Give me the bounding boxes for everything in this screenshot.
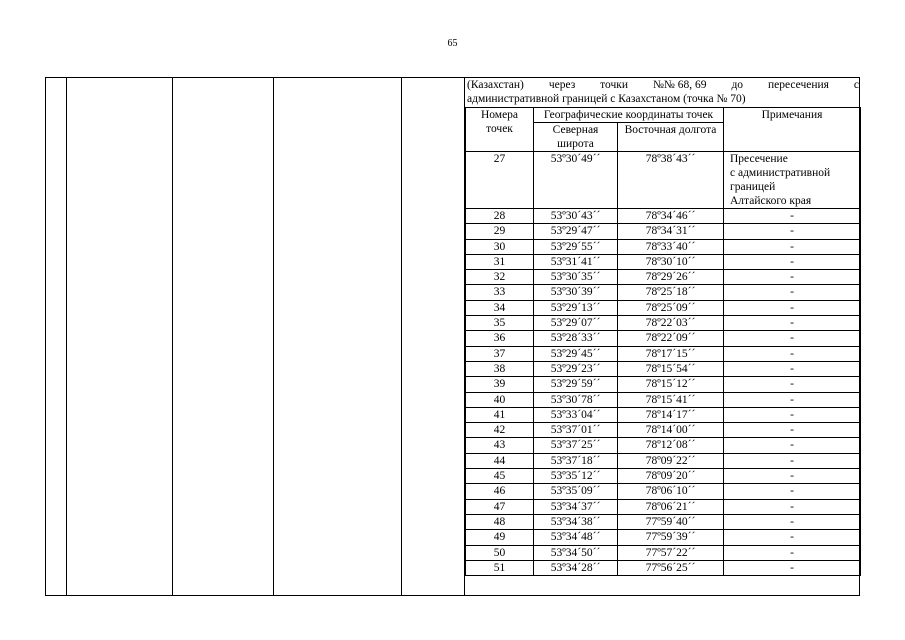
column-divider — [172, 77, 173, 596]
table-row — [466, 331, 861, 346]
point-number: 39 — [466, 377, 534, 392]
frame-bottom-line — [45, 595, 860, 596]
longitude-value: 78º14´00´´ — [618, 423, 724, 438]
note-value: - — [724, 453, 861, 468]
table-row — [466, 209, 861, 224]
latitude-value: 53º30´78´´ — [534, 392, 618, 407]
point-number: 32 — [466, 270, 534, 285]
latitude-value: 53º30´39´´ — [534, 285, 618, 300]
longitude-value: 78º33´40´´ — [618, 239, 724, 254]
point-number: 40 — [466, 392, 534, 407]
latitude-value: 53º28´33´´ — [534, 331, 618, 346]
note-value: - — [724, 239, 861, 254]
table-row — [466, 560, 861, 575]
note-value: - — [724, 438, 861, 453]
point-number: 43 — [466, 438, 534, 453]
column-divider — [45, 77, 46, 596]
column-divider — [401, 77, 402, 596]
point-number: 38 — [466, 361, 534, 376]
longitude-value: 78º22´09´´ — [618, 331, 724, 346]
table-row — [466, 224, 861, 239]
description-line-1 — [467, 78, 859, 92]
latitude-value: 53º30´49´´ — [534, 152, 618, 209]
point-number: 29 — [466, 224, 534, 239]
note-line: с административной — [730, 167, 831, 179]
table-row — [466, 346, 861, 361]
note-value: - — [724, 423, 861, 438]
table-row — [466, 152, 861, 209]
latitude-value: 53º30´43´´ — [534, 209, 618, 224]
note-value: - — [724, 469, 861, 484]
note-value — [724, 152, 861, 209]
longitude-value: 78º34´46´´ — [618, 209, 724, 224]
table-row — [466, 316, 861, 331]
longitude-value: 78º38´43´´ — [618, 152, 724, 209]
point-number: 46 — [466, 484, 534, 499]
latitude-value: 53º34´37´´ — [534, 499, 618, 514]
point-number: 30 — [466, 239, 534, 254]
longitude-value: 78º15´41´´ — [618, 392, 724, 407]
latitude-value: 53º31´41´´ — [534, 254, 618, 269]
description-word: до — [731, 79, 744, 91]
point-number: 34 — [466, 300, 534, 315]
table-row — [466, 423, 861, 438]
header-point-numbers: Номера точек — [466, 108, 534, 152]
note-value: - — [724, 316, 861, 331]
note-value: - — [724, 209, 861, 224]
longitude-value: 78º09´22´´ — [618, 453, 724, 468]
longitude-value: 78º34´31´´ — [618, 224, 724, 239]
latitude-value: 53º37´01´´ — [534, 423, 618, 438]
latitude-value: 53º35´09´´ — [534, 484, 618, 499]
longitude-value: 78º25´09´´ — [618, 300, 724, 315]
table-row — [466, 392, 861, 407]
latitude-value: 53º37´18´´ — [534, 453, 618, 468]
point-number: 48 — [466, 514, 534, 529]
note-value: - — [724, 530, 861, 545]
latitude-value: 53º34´48´´ — [534, 530, 618, 545]
latitude-value: 53º29´59´´ — [534, 377, 618, 392]
point-number: 37 — [466, 346, 534, 361]
note-value: - — [724, 331, 861, 346]
description-line-2: административной границей с Казахстаном (точка № 70) — [467, 93, 746, 105]
longitude-value: 78º29´26´´ — [618, 270, 724, 285]
note-value: - — [724, 224, 861, 239]
table-row — [466, 270, 861, 285]
header-notes: Примечания — [724, 108, 861, 152]
point-number: 31 — [466, 254, 534, 269]
table-row — [466, 484, 861, 499]
description-word: пересечения — [767, 79, 829, 91]
page-number: 65 — [447, 38, 458, 49]
note-value: - — [724, 484, 861, 499]
table-row — [466, 530, 861, 545]
coordinates-table — [465, 107, 861, 576]
longitude-value: 78º09´20´´ — [618, 469, 724, 484]
point-number: 28 — [466, 209, 534, 224]
table-row — [466, 407, 861, 422]
longitude-value: 78º30´10´´ — [618, 254, 724, 269]
table-row — [466, 361, 861, 376]
description-word: точки — [600, 79, 629, 91]
point-number: 47 — [466, 499, 534, 514]
latitude-value: 53º30´35´´ — [534, 270, 618, 285]
table-row — [466, 514, 861, 529]
description-word: (Казахстан) — [467, 79, 524, 91]
point-number: 44 — [466, 453, 534, 468]
point-number: 45 — [466, 469, 534, 484]
table-header-row — [466, 108, 861, 123]
point-number: 27 — [466, 152, 534, 209]
latitude-value: 53º35´12´´ — [534, 469, 618, 484]
longitude-value: 78º22´03´´ — [618, 316, 724, 331]
longitude-value: 77º57´22´´ — [618, 545, 724, 560]
latitude-value: 53º34´28´´ — [534, 560, 618, 575]
note-value: - — [724, 560, 861, 575]
longitude-value: 78º12´08´´ — [618, 438, 724, 453]
point-number: 41 — [466, 407, 534, 422]
note-value: - — [724, 285, 861, 300]
column-divider — [273, 77, 274, 596]
note-line: границей — [730, 181, 776, 193]
table-row — [466, 438, 861, 453]
longitude-value: 77º59´40´´ — [618, 514, 724, 529]
table-row — [466, 254, 861, 269]
latitude-value: 53º29´55´´ — [534, 239, 618, 254]
point-number: 51 — [466, 560, 534, 575]
table-row — [466, 469, 861, 484]
note-value: - — [724, 270, 861, 285]
description-word: через — [548, 79, 576, 91]
column-divider — [66, 77, 67, 596]
table-row — [466, 499, 861, 514]
description-text — [467, 78, 859, 106]
note-value: - — [724, 545, 861, 560]
longitude-value: 78º06´21´´ — [618, 499, 724, 514]
header-latitude: Северная широта — [534, 123, 618, 152]
note-line: Алтайского края — [730, 195, 812, 207]
latitude-value: 53º34´38´´ — [534, 514, 618, 529]
longitude-value: 78º14´17´´ — [618, 407, 724, 422]
latitude-value: 53º29´47´´ — [534, 224, 618, 239]
latitude-value: 53º33´04´´ — [534, 407, 618, 422]
latitude-value: 53º29´23´´ — [534, 361, 618, 376]
longitude-value: 78º06´10´´ — [618, 484, 724, 499]
note-value: - — [724, 377, 861, 392]
latitude-value: 53º29´07´´ — [534, 316, 618, 331]
note-value: - — [724, 300, 861, 315]
latitude-value: 53º29´45´´ — [534, 346, 618, 361]
note-value: - — [724, 254, 861, 269]
table-row — [466, 239, 861, 254]
table-row — [466, 545, 861, 560]
longitude-value: 78º25´18´´ — [618, 285, 724, 300]
header-longitude: Восточная долгота — [618, 123, 724, 152]
note-value: - — [724, 499, 861, 514]
longitude-value: 77º59´39´´ — [618, 530, 724, 545]
header-geo-coordinates: Географические координаты точек — [534, 108, 724, 123]
point-number: 36 — [466, 331, 534, 346]
note-line: Пресечение — [730, 153, 788, 165]
point-number: 33 — [466, 285, 534, 300]
note-value: - — [724, 346, 861, 361]
longitude-value: 78º15´54´´ — [618, 361, 724, 376]
longitude-value: 78º17´15´´ — [618, 346, 724, 361]
point-number: 35 — [466, 316, 534, 331]
latitude-value: 53º34´50´´ — [534, 545, 618, 560]
point-number: 50 — [466, 545, 534, 560]
longitude-value: 78º15´12´´ — [618, 377, 724, 392]
table-row — [466, 300, 861, 315]
point-number: 42 — [466, 423, 534, 438]
note-value: - — [724, 361, 861, 376]
description-word: с — [853, 79, 859, 91]
note-value: - — [724, 514, 861, 529]
table-row — [466, 453, 861, 468]
note-value: - — [724, 392, 861, 407]
description-word: №№ 68, 69 — [652, 79, 707, 91]
note-value: - — [724, 407, 861, 422]
table-row — [466, 377, 861, 392]
latitude-value: 53º29´13´´ — [534, 300, 618, 315]
point-number: 49 — [466, 530, 534, 545]
latitude-value: 53º37´25´´ — [534, 438, 618, 453]
longitude-value: 77º56´25´´ — [618, 560, 724, 575]
table-row — [466, 285, 861, 300]
